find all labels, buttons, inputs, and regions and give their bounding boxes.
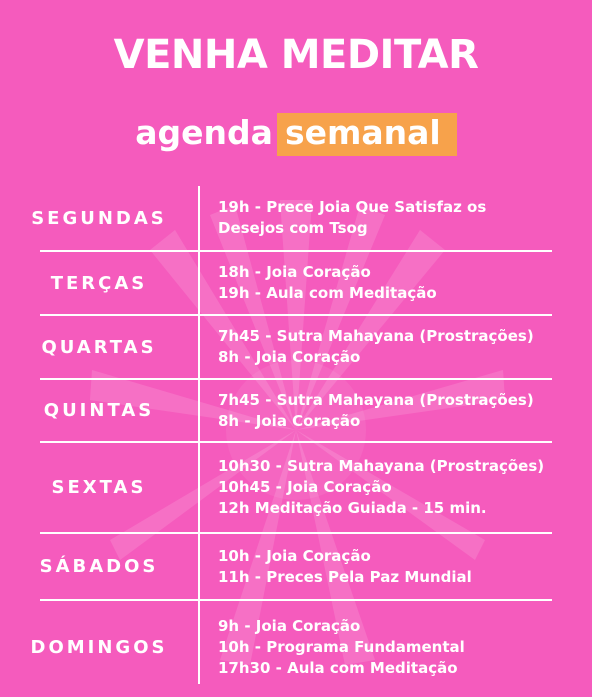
activity-item: 10h30 - Sutra Mahayana (Prostrações) (218, 457, 545, 475)
subtitle-plain: agenda (135, 113, 273, 152)
activity-list (218, 601, 586, 693)
day-label: SEXTAS (51, 477, 147, 498)
activity-list (218, 252, 586, 314)
day-label: QUINTAS (43, 400, 155, 421)
activity-item: 7h45 - Sutra Mahayana (Prostrações) (218, 327, 534, 345)
activity-item: 8h - Joia Coração (218, 411, 361, 430)
day-label: SEGUNDAS (31, 207, 167, 229)
activity-item: 11h - Preces Pela Paz Mundial (218, 567, 472, 586)
activity-item: 19h - Prece Joia Que Satisfaz os (218, 198, 487, 216)
subtitle-highlight: semanal (277, 113, 457, 156)
activity-list (218, 186, 586, 250)
schedule-row-quintas (0, 380, 592, 441)
page-subtitle (0, 113, 592, 152)
activity-list (218, 443, 586, 532)
activity-list (218, 534, 586, 599)
day-label: QUARTAS (41, 336, 157, 358)
schedule-row-sextas (0, 443, 592, 532)
activity-item: 10h - Programa Fundamental (218, 637, 465, 656)
activity-item: 7h45 - Sutra Mahayana (Prostrações) (218, 390, 534, 409)
activity-item: 17h30 - Aula com Meditação (218, 658, 458, 677)
schedule-row-quartas (0, 316, 592, 378)
activity-item: Desejos com Tsog (218, 219, 368, 237)
schedule-row-tercas (0, 252, 592, 314)
activity-list (218, 316, 586, 378)
activity-item: 18h - Joia Coração (218, 263, 371, 281)
schedule-row-domingos (0, 601, 592, 693)
activity-item: 10h - Joia Coração (218, 546, 371, 565)
schedule-row-segundas (0, 186, 592, 250)
activity-item: 10h45 - Joia Coração (218, 478, 392, 496)
schedule-row-sabados (0, 534, 592, 599)
day-label: SÁBADOS (39, 556, 159, 577)
activity-item: 12h Meditação Guiada - 15 min. (218, 499, 487, 517)
day-label: TERÇAS (50, 272, 148, 294)
day-label: DOMINGOS (30, 636, 168, 658)
activity-item: 9h - Joia Coração (218, 616, 361, 635)
activity-list (218, 380, 586, 441)
activity-item: 19h - Aula com Meditação (218, 284, 437, 302)
activity-item: 8h - Joia Coração (218, 348, 361, 366)
page-title: VENHA MEDITAR (113, 32, 479, 78)
